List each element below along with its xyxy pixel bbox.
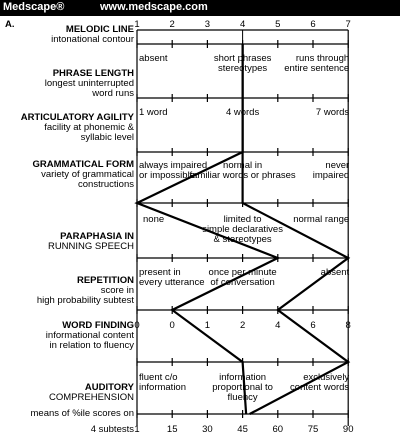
row-subtitle: variety of grammatical <box>41 169 134 180</box>
anchor-label: proportional to <box>212 382 273 393</box>
subscale-tick-label: 30 <box>202 424 213 435</box>
anchor-label: limited to <box>223 214 262 225</box>
anchor-label: fluent c/o <box>139 372 178 383</box>
row-1 <box>45 68 350 118</box>
anchor-label: familiar words or phrases <box>189 170 296 181</box>
anchor-label: 1 word <box>139 107 168 118</box>
anchor-label: 4 words <box>225 107 260 118</box>
anchor-label: runs through <box>295 53 350 64</box>
row-title: PARAPHASIA IN <box>60 231 134 242</box>
brand-logo: Medscape® <box>3 1 65 13</box>
header-url: www.medscape.com <box>100 1 208 13</box>
anchor-label: or impossible <box>139 170 195 181</box>
row-title: PHRASE LENGTH <box>52 68 134 79</box>
subscale-tick-label: 2 <box>239 320 246 331</box>
anchor-label: normal range <box>293 214 350 225</box>
anchor-label: information <box>219 372 267 383</box>
row-title: ARTICULATORY AGILITY <box>20 112 134 123</box>
subscale-tick-label: 0 <box>134 320 140 331</box>
anchor-label: once per minute <box>208 267 277 278</box>
top-scale-tick-label: 3 <box>204 19 211 30</box>
subscale-tick-label: 8 <box>345 320 351 331</box>
anchor-label: fluency <box>227 392 258 403</box>
subscale-tick-label: 15 <box>166 424 178 435</box>
rating-scale-diagram <box>0 16 400 442</box>
anchor-label: always impaired <box>139 160 208 171</box>
anchor-label: none <box>143 214 165 225</box>
row-subtitle: high probability subtest <box>36 295 134 306</box>
anchor-label: 7 words <box>315 107 350 118</box>
subscale-tick-label: 45 <box>237 424 248 435</box>
anchor-label: present in <box>139 267 181 278</box>
anchor-label: simple declaratives <box>202 224 283 235</box>
row-subtitle: longest uninterrupted <box>44 78 134 89</box>
row-subtitle: score in <box>100 285 134 296</box>
subscale-tick-label: 75 <box>307 424 319 435</box>
header-bar <box>0 0 400 16</box>
subscale-tick-label: 90 <box>342 424 354 435</box>
anchor-label: exclusively <box>303 372 350 383</box>
anchor-label: impaired <box>312 170 350 181</box>
anchor-label: every utterance <box>139 277 205 288</box>
row-title: AUDITORY <box>84 382 134 393</box>
row-subtitle: intonational contour <box>51 34 134 45</box>
anchor-label: absent <box>320 267 350 278</box>
row-subtitle: syllabic level <box>80 132 134 143</box>
anchor-label: normal in <box>223 160 263 171</box>
subscale-tick-label: 0 <box>169 320 175 331</box>
subscale-tick-label: 6 <box>310 320 316 331</box>
anchor-label: of conversation <box>210 277 275 288</box>
subscale-tick-label: 4 <box>275 320 281 331</box>
row-subtitle: 4 subtests <box>90 424 134 435</box>
row-subtitle: in relation to fluency <box>49 340 134 351</box>
panel-label: A. <box>5 19 15 30</box>
anchor-label: entire sentence <box>284 63 350 74</box>
top-scale-tick-label: 6 <box>310 19 316 30</box>
top-scale-tick-label: 5 <box>275 19 281 30</box>
row-subtitle: means of %ile scores on <box>30 408 134 419</box>
anchor-label: content words <box>290 382 350 393</box>
anchor-label: absent <box>139 53 168 64</box>
row-title: REPETITION <box>76 275 134 286</box>
anchor-label: never <box>325 160 350 171</box>
anchor-label: & stereotypes <box>213 234 272 245</box>
top-scale-tick-label: 7 <box>345 19 351 30</box>
top-scale-tick-label: 4 <box>239 19 246 30</box>
row-subtitle: informational content <box>45 330 134 341</box>
anchor-label: stereotypes <box>218 63 268 74</box>
row-subtitle: constructions <box>78 179 134 190</box>
row-title: MELODIC LINE <box>65 24 134 35</box>
top-scale-tick-label: 1 <box>134 19 140 30</box>
row-title: WORD FINDING <box>62 320 134 331</box>
row-subtitle: word runs <box>92 88 134 99</box>
row-title: GRAMMATICAL FORM <box>32 159 134 170</box>
subscale-tick-label: 1 <box>134 424 140 435</box>
subscale-tick-label: 60 <box>272 424 284 435</box>
anchor-label: information <box>139 382 186 393</box>
top-scale-tick-label: 2 <box>169 19 175 30</box>
subscale-tick-label: 1 <box>204 320 211 331</box>
rows <box>21 24 354 435</box>
anchor-label: short phrases <box>213 53 272 64</box>
row-subtitle: RUNNING SPEECH <box>47 241 134 252</box>
row-0 <box>51 24 349 74</box>
row-subtitle: COMPREHENSION <box>49 392 134 403</box>
row-subtitle: facility at phonemic & <box>44 122 134 133</box>
